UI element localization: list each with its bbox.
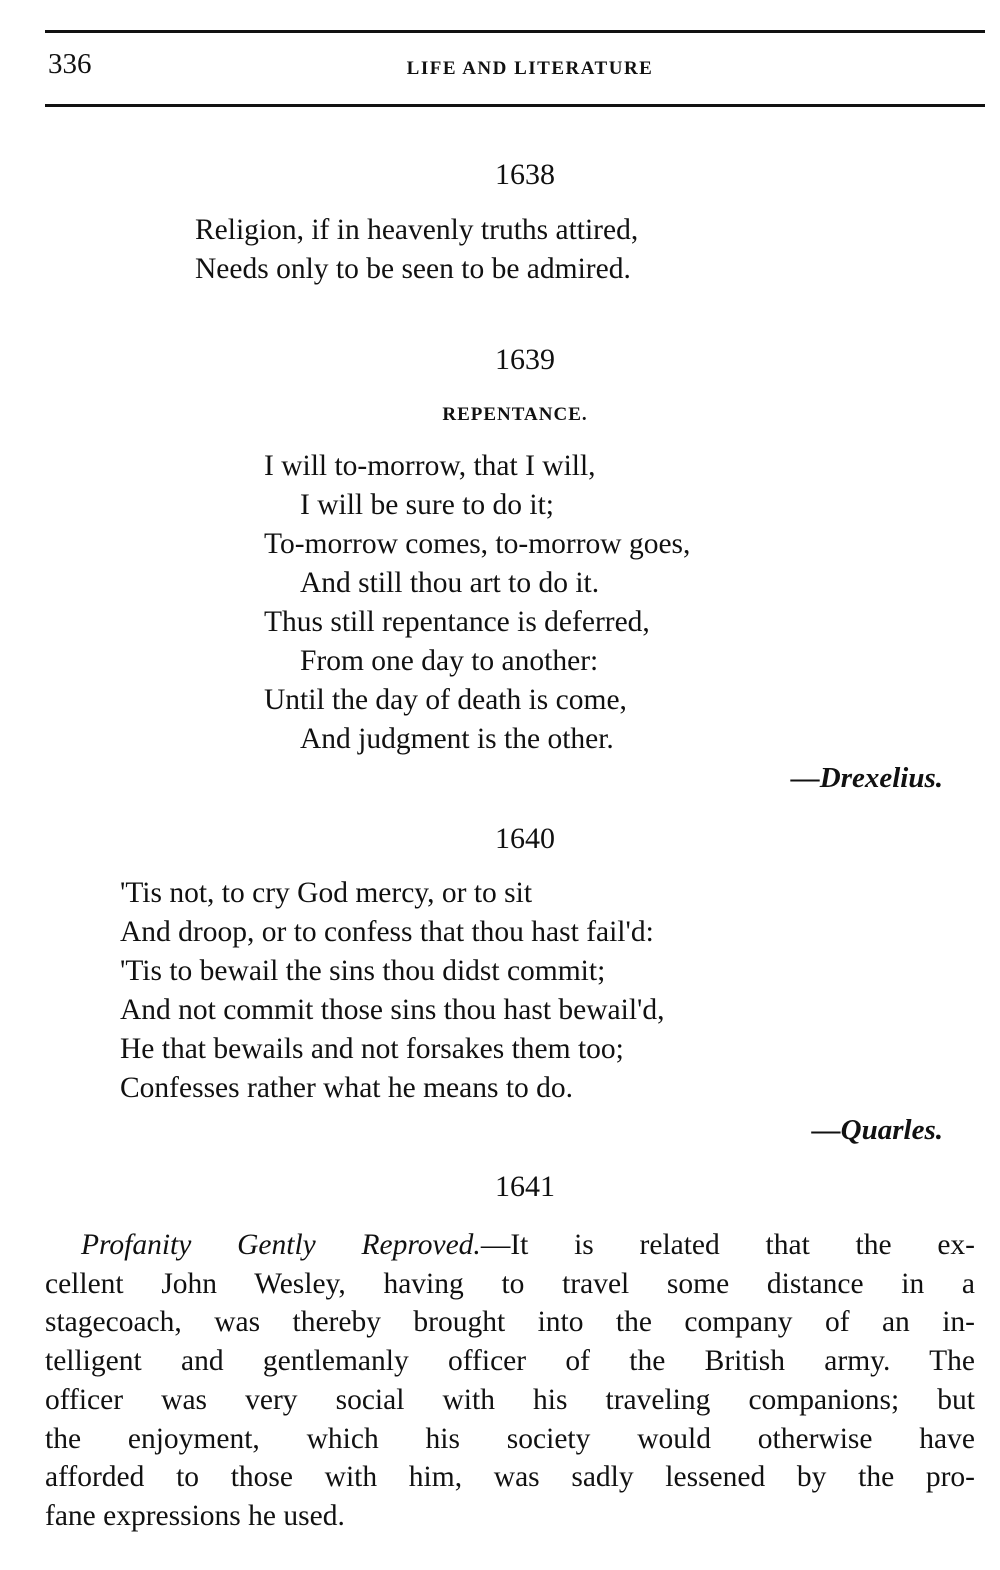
verse-line: And judgment is the other. [300, 723, 614, 755]
verse-line: Thus still repentance is deferred, [264, 606, 650, 638]
header-rule [45, 104, 985, 107]
verse-1639 [264, 447, 690, 759]
verse-line: And droop, or to confess that thou hast fail'd: [120, 916, 654, 948]
verse-1638 [195, 211, 638, 289]
verse-line: Needs only to be seen to be admired. [195, 253, 631, 285]
verse-line: Confesses rather what he means to do. [120, 1072, 574, 1104]
prose-line: afforded to those with him, was sadly lessened by the pro- [45, 1461, 975, 1494]
verse-line: And still thou art to do it. [300, 567, 600, 599]
verse-line: 'Tis to bewail the sins thou didst commit; [120, 955, 606, 987]
prose-line [45, 1226, 975, 1265]
attribution-drexelius: —Drexelius. [790, 762, 943, 794]
verse-1640 [120, 874, 664, 1108]
prose-line: stagecoach, was thereby brought into the company of an in- [45, 1306, 975, 1339]
verse-line: To-morrow comes, to-morrow goes, [264, 528, 691, 560]
verse-line: From one day to another: [300, 645, 599, 677]
verse-line: I will to-morrow, that I will, [264, 450, 596, 482]
attribution-quarles: —Quarles. [811, 1114, 943, 1146]
entry-number-1640: 1640 [495, 822, 555, 855]
verse-line: Religion, if in heavenly truths attired, [195, 214, 639, 246]
prose-line: officer was very social with his traveling companions; but [45, 1383, 975, 1416]
page-number: 336 [48, 48, 92, 80]
verse-line: I will be sure to do it; [300, 489, 554, 521]
entry-number-1639: 1639 [495, 343, 555, 376]
prose-text: —It is related that the ex- [480, 1229, 976, 1261]
prose-line: the enjoyment, which his society would otherwise have [45, 1422, 975, 1455]
prose-1641 [45, 1226, 975, 1536]
verse-line: Until the day of death is come, [264, 684, 627, 716]
prose-line: cellent John Wesley, having to travel some distance in a [45, 1267, 975, 1300]
top-rule [45, 30, 985, 33]
entry-number-1638: 1638 [495, 158, 555, 191]
prose-line: telligent and gentlemanly officer of the British army. The [45, 1345, 975, 1378]
entry-lead-title: Profanity Gently Reproved. [81, 1229, 481, 1261]
verse-line: 'Tis not, to cry God mercy, or to sit [120, 877, 533, 909]
running-head: LIFE AND LITERATURE [406, 58, 654, 79]
verse-line: He that bewails and not forsakes them too; [120, 1033, 624, 1065]
entry-title-repentance: REPENTANCE. [442, 404, 588, 425]
entry-number-1641: 1641 [495, 1170, 555, 1203]
prose-line: fane expressions he used. [45, 1499, 345, 1532]
verse-line: And not commit those sins thou hast bewail'd, [120, 994, 665, 1026]
